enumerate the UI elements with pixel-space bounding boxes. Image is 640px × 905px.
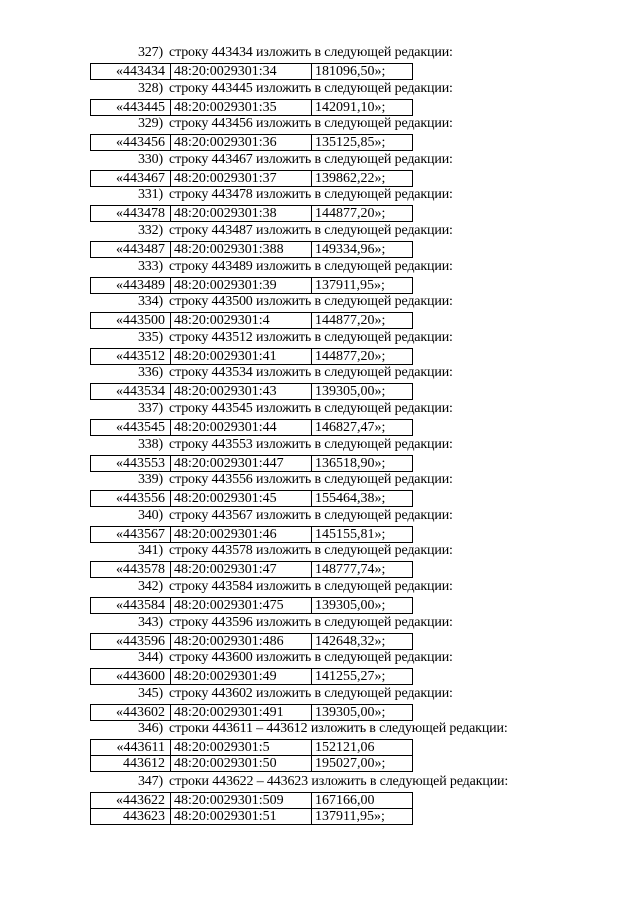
item-number: 339) xyxy=(137,472,163,488)
table-row xyxy=(91,64,413,80)
instruction-text: строку 443456 изложить в следующей редакции: xyxy=(169,116,453,132)
value-cell: 135125,85»; xyxy=(312,135,413,151)
table-row xyxy=(91,206,413,222)
table-row xyxy=(91,348,413,364)
table-row xyxy=(91,756,413,772)
amendment-instruction xyxy=(104,188,453,202)
cadastral-number-cell: 48:20:0029301:39 xyxy=(171,277,312,293)
amendment-instruction xyxy=(104,651,453,665)
amendment-instruction xyxy=(104,473,453,487)
instruction-text: строку 443553 изложить в следующей редакции: xyxy=(169,436,453,452)
row-number-cell: «443596 xyxy=(91,633,171,649)
value-cell: 144877,20»; xyxy=(312,348,413,364)
amendment-instruction xyxy=(104,46,453,60)
amendment-instruction xyxy=(104,616,453,630)
row-number-cell: «443622 xyxy=(91,793,171,809)
row-number-cell: «443456 xyxy=(91,135,171,151)
table-row xyxy=(91,99,413,115)
cadastral-number-cell: 48:20:0029301:4 xyxy=(171,313,312,329)
table-row xyxy=(91,562,413,578)
cadastral-number-cell: 48:20:0029301:388 xyxy=(171,242,312,258)
value-cell: 145155,81»; xyxy=(312,526,413,542)
item-number: 329) xyxy=(137,116,163,132)
table-row xyxy=(91,135,413,151)
row-number-cell: «443500 xyxy=(91,313,171,329)
cadastral-number-cell: 48:20:0029301:38 xyxy=(171,206,312,222)
instruction-text: строку 443534 изложить в следующей редакции: xyxy=(169,365,453,381)
item-number: 328) xyxy=(137,80,163,96)
value-cell: 142648,32»; xyxy=(312,633,413,649)
amendment-instruction xyxy=(104,722,508,736)
table-row xyxy=(91,598,413,614)
row-number-cell: «443556 xyxy=(91,491,171,507)
row-number-cell: «443602 xyxy=(91,704,171,720)
item-number: 334) xyxy=(137,294,163,310)
value-cell: 139862,22»; xyxy=(312,170,413,186)
value-cell: 148777,74»; xyxy=(312,562,413,578)
item-number: 327) xyxy=(137,45,163,60)
amended-rows-table xyxy=(90,419,413,436)
amendment-instruction xyxy=(104,775,508,789)
value-cell: 181096,50»; xyxy=(312,64,413,80)
item-number: 335) xyxy=(137,329,163,345)
amendment-instruction xyxy=(104,224,453,238)
cadastral-number-cell: 48:20:0029301:35 xyxy=(171,99,312,115)
item-number: 338) xyxy=(137,436,163,452)
amendment-instruction xyxy=(104,509,453,523)
cadastral-number-cell: 48:20:0029301:486 xyxy=(171,633,312,649)
table-row xyxy=(91,491,413,507)
amended-rows-table xyxy=(90,383,413,400)
cadastral-number-cell: 48:20:0029301:44 xyxy=(171,420,312,436)
row-number-cell: «443489 xyxy=(91,277,171,293)
instruction-text: строку 443600 изложить в следующей редакции: xyxy=(169,650,453,666)
cadastral-number-cell: 48:20:0029301:47 xyxy=(171,562,312,578)
table-row xyxy=(91,420,413,436)
amendment-instruction xyxy=(104,117,453,131)
instruction-text: строки 443622 – 443623 изложить в следующей редакции: xyxy=(169,774,509,789)
row-number-cell: «443578 xyxy=(91,562,171,578)
row-number-cell: «443553 xyxy=(91,455,171,471)
row-number-cell: «443567 xyxy=(91,526,171,542)
item-number: 330) xyxy=(137,151,163,167)
cadastral-number-cell: 48:20:0029301:46 xyxy=(171,526,312,542)
table-row xyxy=(91,170,413,186)
row-number-cell: «443478 xyxy=(91,206,171,222)
amended-rows-table xyxy=(90,134,413,151)
instruction-text: строку 443578 изложить в следующей редакции: xyxy=(169,543,453,559)
amendment-instruction xyxy=(104,580,453,594)
row-number-cell: 443612 xyxy=(91,756,171,772)
instruction-text: строку 443487 изложить в следующей редакции: xyxy=(169,223,453,238)
row-number-cell: «443545 xyxy=(91,420,171,436)
item-number: 331) xyxy=(137,187,163,203)
amendment-instruction xyxy=(104,402,453,416)
amended-rows-table xyxy=(90,99,413,116)
cadastral-number-cell: 48:20:0029301:51 xyxy=(171,809,312,825)
value-cell: 139305,00»; xyxy=(312,598,413,614)
amended-rows-table xyxy=(90,312,413,329)
row-number-cell: «443600 xyxy=(91,669,171,685)
instruction-text: строку 443567 изложить в следующей редакции: xyxy=(169,507,453,523)
row-number-cell: «443434 xyxy=(91,64,171,80)
instruction-text: строку 443602 изложить в следующей редакции: xyxy=(169,685,453,701)
amended-rows-table xyxy=(90,704,413,721)
amended-rows-table xyxy=(90,490,413,507)
table-row xyxy=(91,384,413,400)
instruction-text: строку 443545 изложить в следующей редакции: xyxy=(169,401,453,416)
cadastral-number-cell: 48:20:0029301:509 xyxy=(171,793,312,809)
cadastral-number-cell: 48:20:0029301:43 xyxy=(171,384,312,400)
cadastral-number-cell: 48:20:0029301:36 xyxy=(171,135,312,151)
instruction-text: строку 443584 изложить в следующей редакции: xyxy=(169,579,453,594)
value-cell: 155464,38»; xyxy=(312,491,413,507)
cadastral-number-cell: 48:20:0029301:49 xyxy=(171,669,312,685)
amended-rows-table xyxy=(90,597,413,614)
row-number-cell: «443584 xyxy=(91,598,171,614)
amendment-instruction xyxy=(104,82,453,96)
cadastral-number-cell: 48:20:0029301:475 xyxy=(171,598,312,614)
cadastral-number-cell: 48:20:0029301:37 xyxy=(171,170,312,186)
amended-rows-table xyxy=(90,205,413,222)
value-cell: 152121,06 xyxy=(312,740,413,756)
item-number: 332) xyxy=(137,223,163,238)
value-cell: 149334,96»; xyxy=(312,242,413,258)
table-row xyxy=(91,669,413,685)
instruction-text: строку 443478 изложить в следующей редакции: xyxy=(169,187,453,203)
amendment-instruction xyxy=(104,153,453,167)
table-row xyxy=(91,633,413,649)
table-row xyxy=(91,704,413,720)
amended-rows-table xyxy=(90,792,413,825)
amended-rows-table xyxy=(90,170,413,187)
amendment-instruction xyxy=(104,544,453,558)
amended-rows-table xyxy=(90,277,413,294)
row-number-cell: 443623 xyxy=(91,809,171,825)
instruction-text: строку 443434 изложить в следующей редакции: xyxy=(169,45,453,60)
value-cell: 142091,10»; xyxy=(312,99,413,115)
cadastral-number-cell: 48:20:0029301:41 xyxy=(171,348,312,364)
amended-rows-table xyxy=(90,241,413,258)
amended-rows-table xyxy=(90,348,413,365)
item-number: 340) xyxy=(137,507,163,523)
table-row xyxy=(91,809,413,825)
row-number-cell: «443467 xyxy=(91,170,171,186)
cadastral-number-cell: 48:20:0029301:34 xyxy=(171,64,312,80)
instruction-text: строки 443611 – 443612 изложить в следующей редакции: xyxy=(169,721,508,737)
instruction-text: строку 443489 изложить в следующей редакции: xyxy=(169,258,453,274)
amended-rows-table xyxy=(90,455,413,472)
item-number: 342) xyxy=(137,579,163,594)
table-row xyxy=(91,793,413,809)
value-cell: 144877,20»; xyxy=(312,206,413,222)
cadastral-number-cell: 48:20:0029301:491 xyxy=(171,704,312,720)
item-number: 346) xyxy=(137,721,163,737)
instruction-text: строку 443596 изложить в следующей редакции: xyxy=(169,614,453,630)
row-number-cell: «443487 xyxy=(91,242,171,258)
value-cell: 139305,00»; xyxy=(312,384,413,400)
cadastral-number-cell: 48:20:0029301:45 xyxy=(171,491,312,507)
value-cell: 137911,95»; xyxy=(312,809,413,825)
amended-rows-table xyxy=(90,739,413,772)
amendment-instruction xyxy=(104,295,453,309)
instruction-text: строку 443467 изложить в следующей редакции: xyxy=(169,151,453,167)
table-row xyxy=(91,455,413,471)
row-number-cell: «443611 xyxy=(91,740,171,756)
value-cell: 146827,47»; xyxy=(312,420,413,436)
item-number: 344) xyxy=(137,650,163,666)
amendment-instruction xyxy=(104,438,453,452)
item-number: 347) xyxy=(137,774,163,789)
amendment-instruction xyxy=(104,260,453,274)
amended-rows-table xyxy=(90,561,413,578)
table-row xyxy=(91,277,413,293)
amended-rows-table xyxy=(90,526,413,543)
table-row xyxy=(91,526,413,542)
item-number: 333) xyxy=(137,258,163,274)
table-row xyxy=(91,313,413,329)
item-number: 341) xyxy=(137,543,163,559)
cadastral-number-cell: 48:20:0029301:5 xyxy=(171,740,312,756)
item-number: 337) xyxy=(137,401,163,416)
cadastral-number-cell: 48:20:0029301:447 xyxy=(171,455,312,471)
value-cell: 141255,27»; xyxy=(312,669,413,685)
item-number: 336) xyxy=(137,365,163,381)
value-cell: 136518,90»; xyxy=(312,455,413,471)
value-cell: 137911,95»; xyxy=(312,277,413,293)
amendment-instruction xyxy=(104,687,453,701)
table-row xyxy=(91,740,413,756)
instruction-text: строку 443512 изложить в следующей редакции: xyxy=(169,329,453,345)
row-number-cell: «443445 xyxy=(91,99,171,115)
value-cell: 144877,20»; xyxy=(312,313,413,329)
amended-rows-table xyxy=(90,668,413,685)
table-row xyxy=(91,242,413,258)
item-number: 345) xyxy=(137,685,163,701)
item-number: 343) xyxy=(137,614,163,630)
value-cell: 195027,00»; xyxy=(312,756,413,772)
amended-rows-table xyxy=(90,63,413,80)
amended-rows-table xyxy=(90,633,413,650)
row-number-cell: «443534 xyxy=(91,384,171,400)
cadastral-number-cell: 48:20:0029301:50 xyxy=(171,756,312,772)
value-cell: 139305,00»; xyxy=(312,704,413,720)
value-cell: 167166,00 xyxy=(312,793,413,809)
row-number-cell: «443512 xyxy=(91,348,171,364)
instruction-text: строку 443556 изложить в следующей редакции: xyxy=(169,472,453,488)
amendment-instruction xyxy=(104,366,453,380)
instruction-text: строку 443500 изложить в следующей редакции: xyxy=(169,294,453,310)
instruction-text: строку 443445 изложить в следующей редакции: xyxy=(169,80,453,96)
amendment-instruction xyxy=(104,331,453,345)
